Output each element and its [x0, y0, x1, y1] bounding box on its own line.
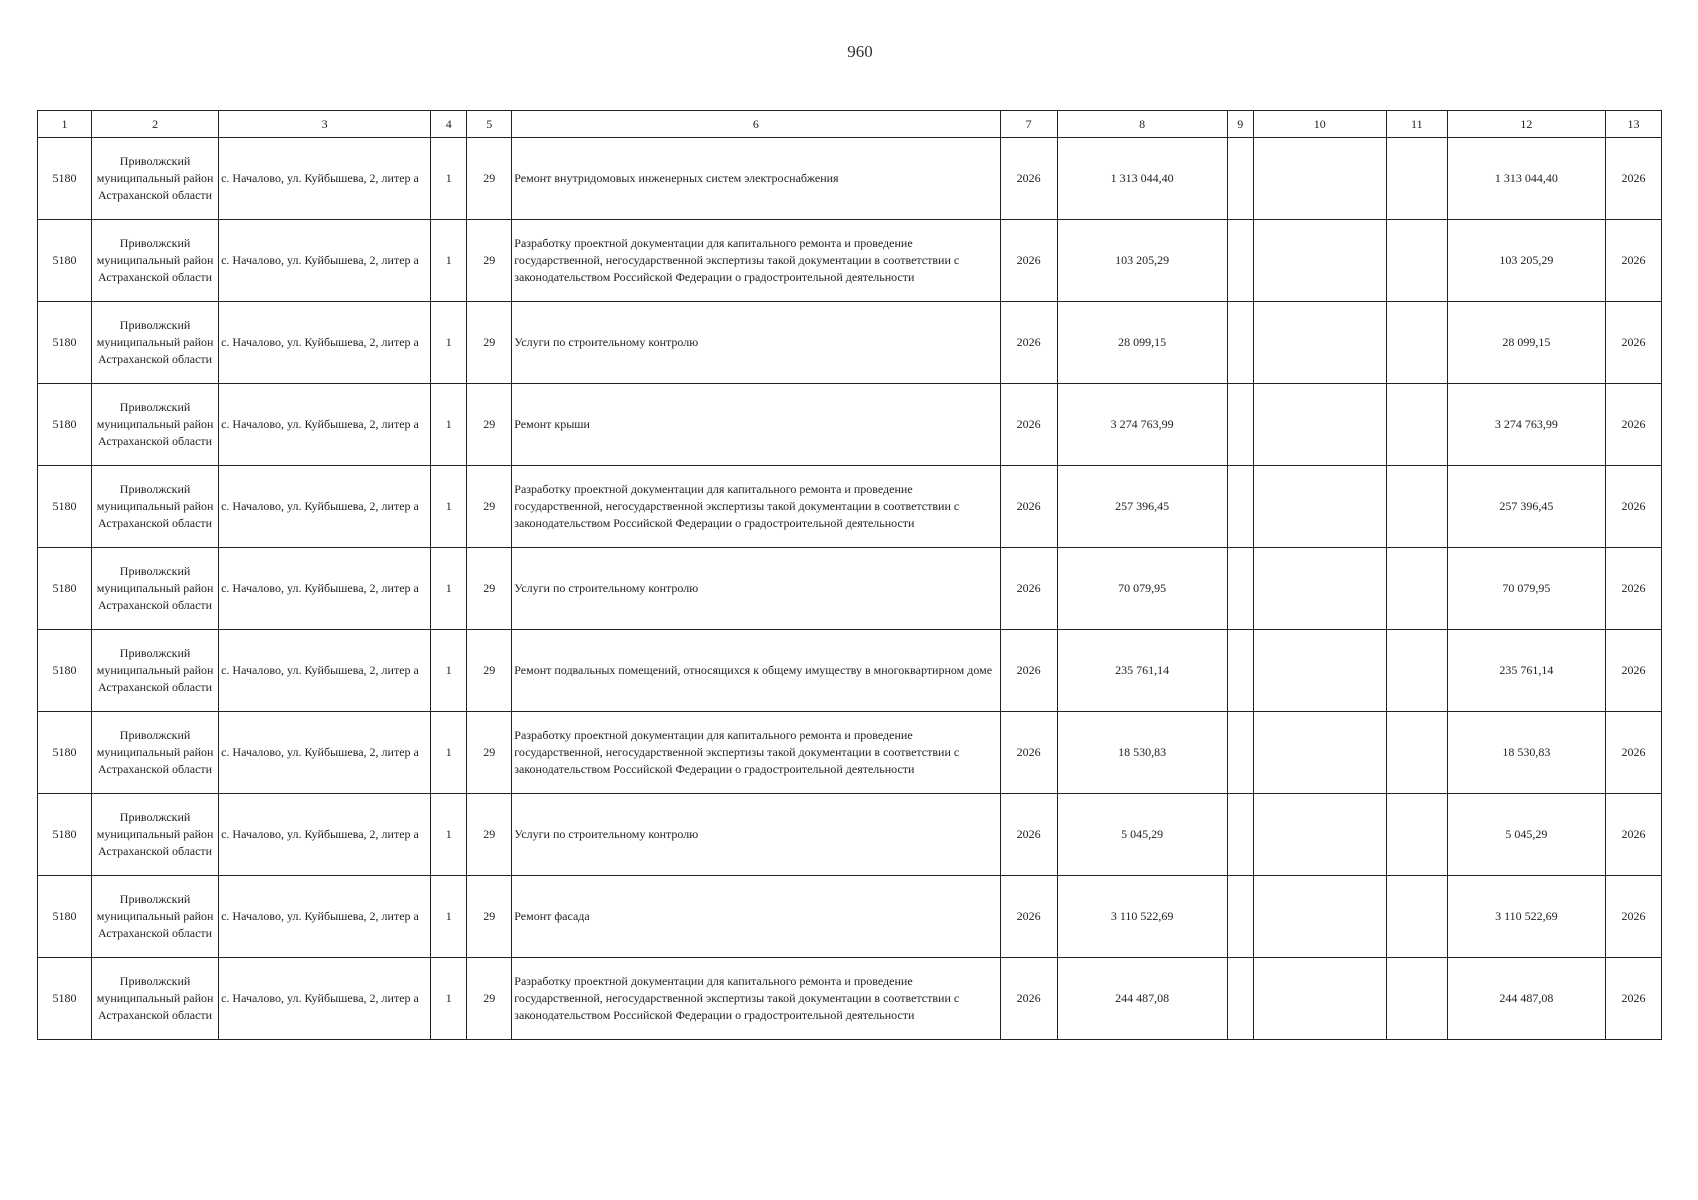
column-header: 8 — [1057, 111, 1227, 138]
cell-col5: 29 — [467, 302, 512, 384]
cell-work-type: Услуги по строительному контролю — [512, 548, 1000, 630]
table-row — [38, 958, 1662, 1040]
cell-address: с. Началово, ул. Куйбышева, 2, литер а — [219, 220, 431, 302]
cell-municipality: Приволжский муниципальный район Астраханской области — [92, 138, 219, 220]
cell-col9 — [1227, 220, 1253, 302]
cell-col11 — [1386, 712, 1447, 794]
cell-municipality: Приволжский муниципальный район Астраханской области — [92, 794, 219, 876]
column-header: 13 — [1605, 111, 1661, 138]
cell-col11 — [1386, 384, 1447, 466]
cell-work-type: Разработку проектной документации для капитального ремонта и проведение государственной, негосударственной экспертизы такой документации в соответствии с законодательством Российской Федерации о градостроительной деятельности — [512, 466, 1000, 548]
cell-municipality: Приволжский муниципальный район Астраханской области — [92, 302, 219, 384]
cell-cost: 103 205,29 — [1057, 220, 1227, 302]
cell-col11 — [1386, 466, 1447, 548]
cell-end-year: 2026 — [1605, 548, 1661, 630]
cell-end-year: 2026 — [1605, 138, 1661, 220]
cell-address: с. Началово, ул. Куйбышева, 2, литер а — [219, 302, 431, 384]
table-row — [38, 630, 1662, 712]
cell-col11 — [1386, 630, 1447, 712]
cell-col4: 1 — [431, 712, 467, 794]
cell-col5: 29 — [467, 630, 512, 712]
cell-col4: 1 — [431, 466, 467, 548]
cell-code: 5180 — [38, 302, 92, 384]
cell-code: 5180 — [38, 630, 92, 712]
cell-year: 2026 — [1000, 384, 1057, 466]
cell-col10 — [1253, 548, 1386, 630]
cell-col10 — [1253, 138, 1386, 220]
cell-code: 5180 — [38, 794, 92, 876]
cell-end-year: 2026 — [1605, 630, 1661, 712]
cell-end-year: 2026 — [1605, 876, 1661, 958]
cell-work-type: Разработку проектной документации для капитального ремонта и проведение государственной, негосударственной экспертизы такой документации в соответствии с законодательством Российской Федерации о градостроительной деятельности — [512, 220, 1000, 302]
cell-col9 — [1227, 630, 1253, 712]
cell-cost: 244 487,08 — [1057, 958, 1227, 1040]
cell-cost: 257 396,45 — [1057, 466, 1227, 548]
cell-col10 — [1253, 384, 1386, 466]
cell-municipality: Приволжский муниципальный район Астраханской области — [92, 958, 219, 1040]
cell-col11 — [1386, 958, 1447, 1040]
cell-col5: 29 — [467, 958, 512, 1040]
cell-col10 — [1253, 876, 1386, 958]
cell-work-type: Услуги по строительному контролю — [512, 794, 1000, 876]
cell-col5: 29 — [467, 466, 512, 548]
table-row — [38, 794, 1662, 876]
table-row — [38, 220, 1662, 302]
cell-col11 — [1386, 138, 1447, 220]
table-body — [38, 138, 1662, 1040]
cell-cost: 1 313 044,40 — [1057, 138, 1227, 220]
cell-code: 5180 — [38, 466, 92, 548]
cell-col4: 1 — [431, 384, 467, 466]
register-table — [37, 110, 1662, 1040]
cell-cost: 70 079,95 — [1057, 548, 1227, 630]
table-row — [38, 302, 1662, 384]
cell-total: 1 313 044,40 — [1447, 138, 1605, 220]
cell-work-type: Разработку проектной документации для капитального ремонта и проведение государственной, негосударственной экспертизы такой документации в соответствии с законодательством Российской Федерации о градостроительной деятельности — [512, 712, 1000, 794]
cell-year: 2026 — [1000, 302, 1057, 384]
cell-total: 5 045,29 — [1447, 794, 1605, 876]
cell-col4: 1 — [431, 958, 467, 1040]
cell-municipality: Приволжский муниципальный район Астраханской области — [92, 220, 219, 302]
cell-col5: 29 — [467, 794, 512, 876]
cell-address: с. Началово, ул. Куйбышева, 2, литер а — [219, 138, 431, 220]
cell-col5: 29 — [467, 548, 512, 630]
cell-end-year: 2026 — [1605, 384, 1661, 466]
page-number: 960 — [847, 42, 873, 61]
cell-col10 — [1253, 794, 1386, 876]
column-header: 7 — [1000, 111, 1057, 138]
table-row — [38, 876, 1662, 958]
cell-col9 — [1227, 384, 1253, 466]
cell-code: 5180 — [38, 548, 92, 630]
cell-total: 244 487,08 — [1447, 958, 1605, 1040]
table-row — [38, 712, 1662, 794]
cell-col10 — [1253, 302, 1386, 384]
cell-col10 — [1253, 220, 1386, 302]
column-header: 5 — [467, 111, 512, 138]
cell-col9 — [1227, 958, 1253, 1040]
cell-cost: 18 530,83 — [1057, 712, 1227, 794]
column-header: 3 — [219, 111, 431, 138]
cell-total: 3 274 763,99 — [1447, 384, 1605, 466]
table-row — [38, 138, 1662, 220]
cell-col4: 1 — [431, 138, 467, 220]
cell-col4: 1 — [431, 220, 467, 302]
cell-total: 257 396,45 — [1447, 466, 1605, 548]
column-header: 1 — [38, 111, 92, 138]
cell-col9 — [1227, 466, 1253, 548]
cell-work-type: Ремонт фасада — [512, 876, 1000, 958]
cell-address: с. Началово, ул. Куйбышева, 2, литер а — [219, 548, 431, 630]
cell-year: 2026 — [1000, 548, 1057, 630]
cell-address: с. Началово, ул. Куйбышева, 2, литер а — [219, 712, 431, 794]
cell-col11 — [1386, 876, 1447, 958]
table-row — [38, 384, 1662, 466]
cell-end-year: 2026 — [1605, 302, 1661, 384]
cell-col11 — [1386, 794, 1447, 876]
cell-work-type: Ремонт подвальных помещений, относящихся к общему имуществу в многоквартирном доме — [512, 630, 1000, 712]
cell-municipality: Приволжский муниципальный район Астраханской области — [92, 548, 219, 630]
cell-col10 — [1253, 630, 1386, 712]
cell-total: 70 079,95 — [1447, 548, 1605, 630]
cell-address: с. Началово, ул. Куйбышева, 2, литер а — [219, 384, 431, 466]
cell-address: с. Началово, ул. Куйбышева, 2, литер а — [219, 958, 431, 1040]
cell-total: 235 761,14 — [1447, 630, 1605, 712]
cell-code: 5180 — [38, 958, 92, 1040]
cell-year: 2026 — [1000, 466, 1057, 548]
cell-col11 — [1386, 302, 1447, 384]
cell-cost: 235 761,14 — [1057, 630, 1227, 712]
cell-work-type: Разработку проектной документации для капитального ремонта и проведение государственной, негосударственной экспертизы такой документации в соответствии с законодательством Российской Федерации о градостроительной деятельности — [512, 958, 1000, 1040]
cell-code: 5180 — [38, 712, 92, 794]
cell-year: 2026 — [1000, 630, 1057, 712]
header-row — [38, 111, 1662, 138]
cell-cost: 5 045,29 — [1057, 794, 1227, 876]
cell-col4: 1 — [431, 876, 467, 958]
cell-total: 18 530,83 — [1447, 712, 1605, 794]
cell-total: 3 110 522,69 — [1447, 876, 1605, 958]
cell-col11 — [1386, 548, 1447, 630]
cell-col10 — [1253, 712, 1386, 794]
cell-total: 28 099,15 — [1447, 302, 1605, 384]
column-header: 2 — [92, 111, 219, 138]
cell-col10 — [1253, 466, 1386, 548]
cell-col4: 1 — [431, 302, 467, 384]
cell-code: 5180 — [38, 876, 92, 958]
cell-col4: 1 — [431, 630, 467, 712]
cell-col9 — [1227, 138, 1253, 220]
cell-col5: 29 — [467, 876, 512, 958]
cell-end-year: 2026 — [1605, 220, 1661, 302]
cell-year: 2026 — [1000, 794, 1057, 876]
cell-col4: 1 — [431, 548, 467, 630]
cell-code: 5180 — [38, 220, 92, 302]
cell-col9 — [1227, 548, 1253, 630]
cell-col5: 29 — [467, 220, 512, 302]
cell-col10 — [1253, 958, 1386, 1040]
cell-col5: 29 — [467, 384, 512, 466]
cell-end-year: 2026 — [1605, 794, 1661, 876]
cell-year: 2026 — [1000, 138, 1057, 220]
column-header: 6 — [512, 111, 1000, 138]
cell-municipality: Приволжский муниципальный район Астраханской области — [92, 630, 219, 712]
cell-address: с. Началово, ул. Куйбышева, 2, литер а — [219, 630, 431, 712]
cell-municipality: Приволжский муниципальный район Астраханской области — [92, 876, 219, 958]
cell-year: 2026 — [1000, 958, 1057, 1040]
cell-total: 103 205,29 — [1447, 220, 1605, 302]
cell-col9 — [1227, 794, 1253, 876]
table-row — [38, 466, 1662, 548]
cell-end-year: 2026 — [1605, 958, 1661, 1040]
column-header: 11 — [1386, 111, 1447, 138]
cell-code: 5180 — [38, 138, 92, 220]
cell-municipality: Приволжский муниципальный район Астраханской области — [92, 466, 219, 548]
cell-col9 — [1227, 876, 1253, 958]
cell-municipality: Приволжский муниципальный район Астраханской области — [92, 712, 219, 794]
cell-work-type: Ремонт крыши — [512, 384, 1000, 466]
cell-end-year: 2026 — [1605, 466, 1661, 548]
cell-year: 2026 — [1000, 876, 1057, 958]
cell-address: с. Началово, ул. Куйбышева, 2, литер а — [219, 466, 431, 548]
cell-col5: 29 — [467, 712, 512, 794]
cell-address: с. Началово, ул. Куйбышева, 2, литер а — [219, 794, 431, 876]
cell-address: с. Началово, ул. Куйбышева, 2, литер а — [219, 876, 431, 958]
cell-col5: 29 — [467, 138, 512, 220]
cell-end-year: 2026 — [1605, 712, 1661, 794]
table-row — [38, 548, 1662, 630]
column-header: 10 — [1253, 111, 1386, 138]
cell-year: 2026 — [1000, 712, 1057, 794]
column-header: 9 — [1227, 111, 1253, 138]
cell-municipality: Приволжский муниципальный район Астраханской области — [92, 384, 219, 466]
cell-code: 5180 — [38, 384, 92, 466]
cell-col9 — [1227, 302, 1253, 384]
cell-cost: 3 110 522,69 — [1057, 876, 1227, 958]
cell-year: 2026 — [1000, 220, 1057, 302]
cell-col9 — [1227, 712, 1253, 794]
cell-work-type: Услуги по строительному контролю — [512, 302, 1000, 384]
column-header: 12 — [1447, 111, 1605, 138]
cell-col11 — [1386, 220, 1447, 302]
cell-cost: 28 099,15 — [1057, 302, 1227, 384]
cell-cost: 3 274 763,99 — [1057, 384, 1227, 466]
cell-work-type: Ремонт внутридомовых инженерных систем электроснабжения — [512, 138, 1000, 220]
column-header: 4 — [431, 111, 467, 138]
cell-col4: 1 — [431, 794, 467, 876]
